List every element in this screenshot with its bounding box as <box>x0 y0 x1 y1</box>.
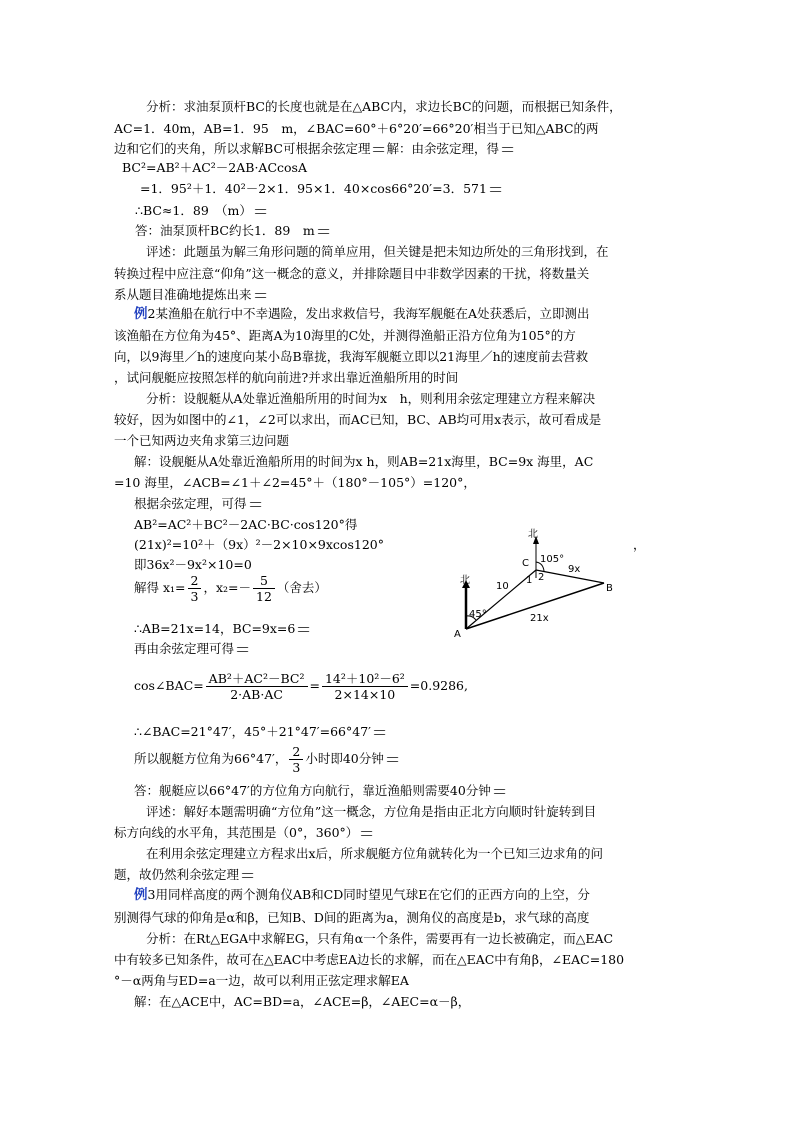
cosine-formula: cos∠BAC= $\frac{\text{AB²＋AC²－BC²}}{2\cdot AB\cdot AC}$ = $\frac{\text{14²＋10²－6²}}{2\times 14\times 10}$ =0.9286, <box>134 671 468 702</box>
text-line: 标方向线的水平角，其范围是（0°，360°） <box>114 825 374 841</box>
side-label-cb: 9x <box>568 564 581 575</box>
vertex-label-b: B <box>606 583 613 594</box>
example-label: 例 <box>134 887 148 903</box>
text-line: 解：设舰艇从A处靠近渔船所用的时间为x h，则AB=21x海里，BC=9x 海里，AC <box>134 454 594 469</box>
text-line: ∴AB=21x=14，BC=9x=6 <box>134 621 311 637</box>
angle-label-105: 105° <box>540 554 565 565</box>
formula-line: BC²=AB²＋AC²－2AB·ACcosA <box>122 160 307 175</box>
text-line: 转换过程中应注意“仰角”这一概念的意义，并排除题目中非数学因素的干扰，将数量关 <box>114 266 590 281</box>
fraction: $\frac{2}{3}$ <box>289 744 303 775</box>
example-3-heading: 例3用同样高度的两个测角仪AB和CD同时望见气球E在它们的正西方向的上空，分 <box>134 887 590 903</box>
vertex-label-c: C <box>522 558 529 569</box>
text-line: ，试问舰艇应按照怎样的航向前进?并求出靠近渔船所用的时间 <box>114 370 459 385</box>
formula-line: AB²=AC²＋BC²－2AC·BC·cos120°得 <box>134 517 358 532</box>
text-line: =10 海里，∠ACB=∠1＋∠2=45°＋（180°－105°）=120°， <box>114 475 476 490</box>
edit-mark-icon <box>317 227 331 236</box>
edit-mark-icon <box>501 145 515 154</box>
angle-label-1: 1 <box>526 575 533 586</box>
edit-mark-icon <box>373 728 387 737</box>
vertex-label-a: A <box>454 629 461 640</box>
edit-mark-icon <box>254 291 268 300</box>
text-line: ， <box>633 537 646 552</box>
text-line: 中有较多已知条件，故可在△EAC中考虑EA边长的求解，而在△EAC中有角β，∠EAC=180 <box>114 952 625 967</box>
edit-mark-icon <box>360 829 374 838</box>
text-line: 较好，因为如图中的∠1，∠2可以求出，而AC已知，BC、AB均可用x表示，故可看成是 <box>114 412 602 427</box>
fraction: $\frac{2}{3}$ <box>188 573 202 604</box>
formula-line: =1．95²＋1．40²－2×1．95×1．40×cos66°20′=3．571 <box>140 181 503 197</box>
north-label-left: 北 <box>460 575 470 586</box>
edit-mark-icon <box>386 755 400 764</box>
text-line: 再由余弦定理可得 <box>134 641 250 657</box>
text-line: 该渔船在方位角为45°、距离A为10海里的C处，并测得渔船正沿方位角为105°的方 <box>114 328 576 343</box>
text-line: 一个已知两边夹角求第三边问题 <box>114 433 290 448</box>
fraction: $\frac{5}{12}$ <box>253 573 275 604</box>
edit-mark-icon <box>249 500 263 509</box>
solve-line: 解得 x₁= $\frac{2}{3}$ ，x₂=－ $\frac{5}{12}$ （舍去） <box>134 573 327 604</box>
angle-label-2: 2 <box>538 572 545 583</box>
text-line: 边和它们的夹角，所以求解BC可根据余弦定理 解：由余弦定理，得 <box>114 141 515 157</box>
angle-label-45: 45° <box>469 609 487 620</box>
text-line: 向，以9海里／h的速度向某小岛B靠拢，我海军舰艇立即以21海里／h的速度前去营救 <box>114 349 589 364</box>
fraction: $\frac{\text{AB²＋AC²－BC²}}{2\cdot AB\cdot AC}$ <box>206 671 308 702</box>
side-label-ab: 21x <box>530 613 549 624</box>
text-line: 系从题目准确地提炼出来 <box>114 287 268 303</box>
text-line: 解：在△ACE中，AC=BD=a，∠ACE=β，∠AEC=α－β， <box>134 994 471 1009</box>
formula-line: (21x)²=10²＋（9x）²－2×10×9xcos120° <box>134 537 384 552</box>
example-2-heading: 例2某渔船在航行中不幸遇险，发出求救信号，我海军舰艇在A处获悉后，立即测出 <box>134 306 590 322</box>
formula-line: 即36x²－9x²×10=0 <box>134 557 252 572</box>
edit-mark-icon <box>254 207 268 216</box>
fraction: $\frac{\text{14²＋10²－6²}}{2\times 14\times 10}$ <box>322 671 408 702</box>
bearing-diagram <box>446 524 626 644</box>
north-label-top: 北 <box>528 529 538 540</box>
text-line: °－α两角与ED=a一边，故可以利用正弦定理求解EA <box>114 973 409 988</box>
text-line: 评述：此题虽为解三角形问题的简单应用，但关键是把未知边所处的三角形找到，在 <box>146 244 609 259</box>
text-line: 答：舰艇应以66°47′的方位角方向航行，靠近渔船则需要40分钟 <box>134 783 507 799</box>
edit-mark-icon <box>372 145 386 154</box>
text-line: 分析：设舰艇从A处靠近渔船所用的时间为x h，则利用余弦定理建立方程来解决 <box>146 391 596 406</box>
text-line: 答：油泵顶杆BC约长1．89 m <box>135 223 331 239</box>
example-label: 例 <box>134 306 148 322</box>
text-line: 在利用余弦定理建立方程求出x后，所求舰艇方位角就转化为一个已知三边求角的问 <box>146 846 604 861</box>
edit-mark-icon <box>241 871 255 880</box>
text-line: ∴∠BAC=21°47′，45°＋21°47′=66°47′ <box>134 724 387 740</box>
edit-mark-icon <box>489 185 503 194</box>
edit-mark-icon <box>493 787 507 796</box>
text-line: 分析：在Rt△EGA中求解EG，只有角α一个条件，需要再有一边长被确定，而△EAC <box>146 931 614 946</box>
text-line: 别测得气球的仰角是α和β，已知B、D间的距离为a，测角仪的高度是b，求气球的高度 <box>114 910 590 925</box>
text-line: 分析：求油泵顶杆BC的长度也就是在△ABC内，求边长BC的问题，而根据已知条件， <box>146 99 622 114</box>
answer-line: 所以舰艇方位角为66°47′， $\frac{2}{3}$ 小时即40分钟 <box>134 744 400 775</box>
side-label-ac: 10 <box>496 581 509 592</box>
text-line: 题，故仍然利余弦定理 <box>114 867 255 883</box>
edit-mark-icon <box>297 625 311 634</box>
edit-mark-icon <box>236 645 250 654</box>
text-line: AC=1．40m，AB=1．95 m，∠BAC=60°＋6°20′=66°20′相当于已知△ABC的两 <box>114 121 599 136</box>
text-line: 评述：解好本题需明确“方位角”这一概念，方位角是指由正北方向顺时针旋转到目 <box>146 804 597 819</box>
text-line: ∴BC≈1．89 （m） <box>135 203 268 219</box>
text-line: 根据余弦定理，可得 <box>134 496 263 512</box>
